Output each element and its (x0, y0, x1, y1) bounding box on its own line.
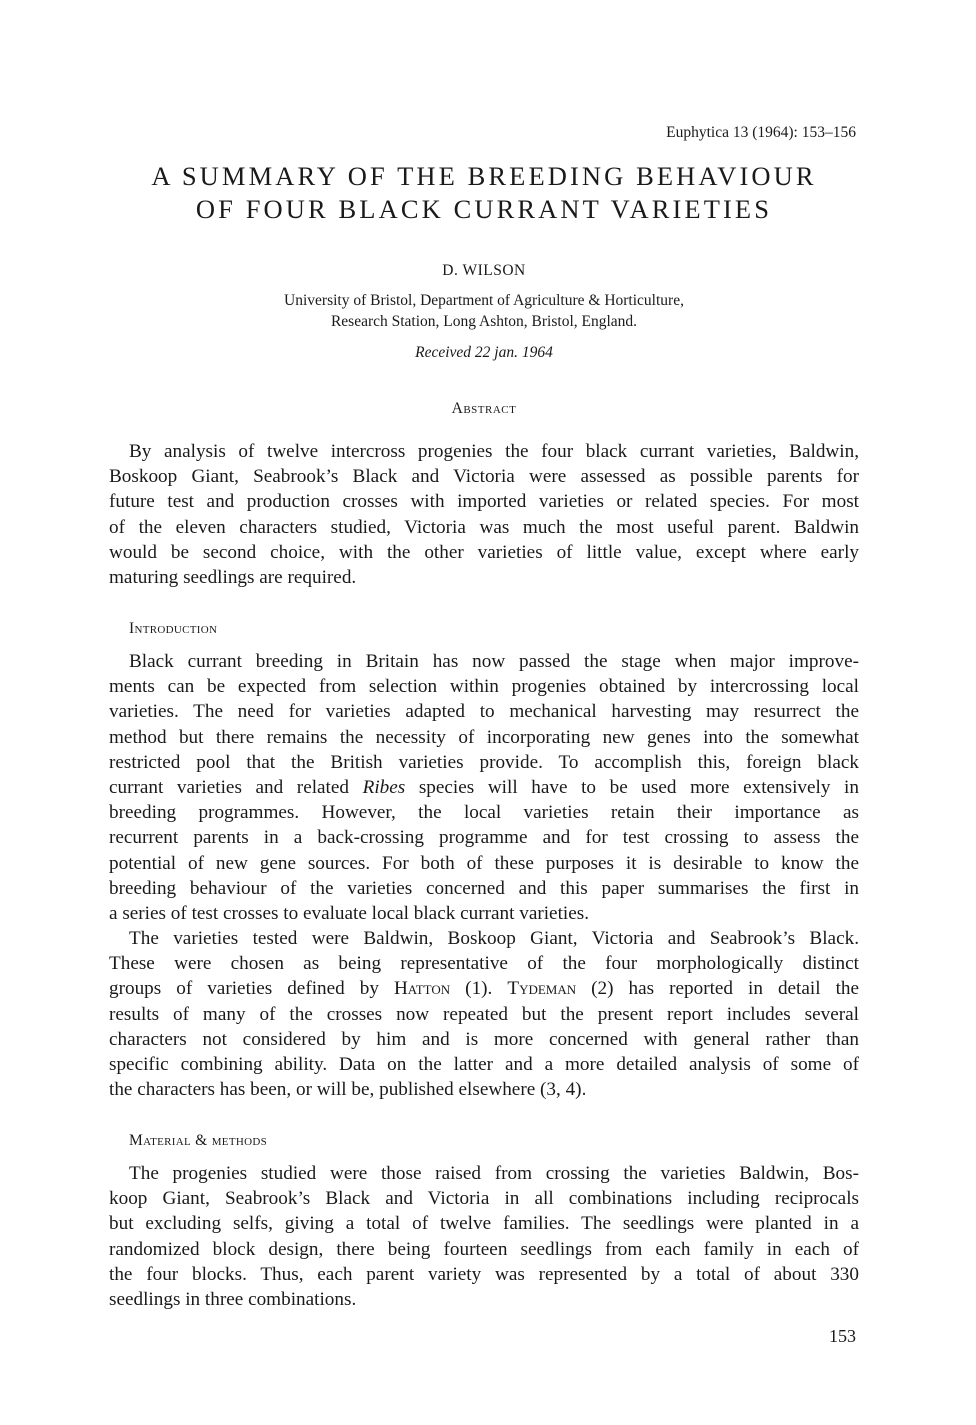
text-line: specific combining ability. Data on the latter and a more detailed analysis of some of (109, 1054, 859, 1076)
text-line: characters not considered by him and is more concerned with general rather than (109, 1028, 859, 1050)
text-line: breeding behaviour of the varieties concerned and this paper summarises the first in (109, 877, 859, 899)
received-date: Received 22 jan. 1964 (415, 344, 553, 361)
text-line: varieties. The need for varieties adapted to mechanical harvesting may resurrect the (109, 701, 859, 723)
text-line: restricted pool that the British varieties provide. To accomplish this, foreign black (109, 751, 859, 773)
affiliation-line: Research Station, Long Ashton, Bristol, England. (330, 313, 638, 330)
author-affiliation (109, 290, 859, 332)
text-run: (2) has reported in detail the (576, 978, 860, 1000)
text-line: The progenies studied were those raised from crossing the varieties Baldwin, Bos- (129, 1163, 859, 1184)
abstract-line: of the eleven characters studied, Victoria was much the most useful parent. Baldwin (109, 516, 859, 538)
text-run: species will have to be used more extensively in (405, 777, 859, 799)
introduction-paragraph-1 (109, 649, 859, 926)
abstract-line: By analysis of twelve intercross progenies the four black currant varieties, Baldwin, (129, 441, 859, 462)
abstract-line: maturing seedlings are required. (109, 567, 357, 589)
introduction-paragraph-2 (109, 926, 859, 1102)
text-line: breeding programmes. However, the local varieties retain their importance as (109, 802, 859, 824)
paper-title (109, 160, 859, 226)
paper-page (109, 0, 859, 1425)
text-line: a series of test crosses to evaluate local black currant varieties. (109, 903, 590, 925)
text-line: randomized block design, there being fourteen seedlings from each family in each of (109, 1238, 859, 1260)
text-line: ments can be expected from selection within progenies obtained by intercrossing local (109, 676, 859, 698)
text-line: method but there remains the necessity of incorporating new genes into the somewhat (109, 726, 859, 748)
abstract-line: would be second choice, with the other varieties of little value, except where early (109, 541, 859, 563)
author-name: D. WILSON (442, 262, 526, 279)
affiliation-line: University of Bristol, Department of Agriculture & Horticulture, (284, 292, 684, 309)
methods-heading: Material & methods (129, 1132, 267, 1149)
text-line: the four blocks. Thus, each parent variety was represented by a total of about 330 (109, 1263, 859, 1285)
text-line: seedlings in three combinations. (109, 1289, 357, 1311)
text-run: groups of varieties defined by (109, 978, 394, 1000)
text-run: currant varieties and related (109, 777, 363, 799)
cited-author: Tydeman (507, 978, 577, 1000)
page-number: 153 (829, 1326, 856, 1346)
text-line: the characters has been, or will be, published elsewhere (3, 4). (109, 1079, 587, 1101)
species-name-italic: Ribes (362, 777, 406, 799)
text-line (109, 775, 859, 800)
text-line: koop Giant, Seabrook’s Black and Victoria in all combinations including reciprocals (109, 1188, 859, 1210)
text-line: These were chosen as being representative of the four morphologically distinct (109, 953, 859, 975)
text-line: but excluding selfs, giving a total of twelve families. The seedlings were planted in a (109, 1213, 859, 1235)
text-run: (1). (450, 978, 508, 1000)
journal-reference: Euphytica 13 (1964): 153–156 (666, 124, 856, 141)
text-line (109, 976, 859, 1001)
cited-author: Hatton (393, 978, 451, 1000)
title-line: A SUMMARY OF THE BREEDING BEHAVIOUR (151, 161, 817, 191)
title-line: OF FOUR BLACK CURRANT VARIETIES (195, 194, 773, 224)
abstract-line: Boskoop Giant, Seabrook’s Black and Victoria were assessed as possible parents for (109, 466, 859, 488)
abstract-heading: Abstract (451, 400, 517, 417)
introduction-heading: Introduction (129, 620, 218, 637)
abstract-text (109, 439, 859, 590)
text-line: The varieties tested were Baldwin, Boskoop Giant, Victoria and Seabrook’s Black. (129, 928, 859, 949)
text-line: potential of new gene sources. For both of these purposes it is desirable to know the (109, 852, 859, 874)
methods-paragraph (109, 1161, 859, 1312)
text-line: Black currant breeding in Britain has now passed the stage when major improve- (129, 651, 859, 672)
text-line: results of many of the crosses now repeated but the present report includes several (109, 1003, 859, 1025)
text-line: recurrent parents in a back-crossing programme and for test crossing to assess the (109, 827, 859, 849)
abstract-line: future test and production crosses with imported varieties or related species. For most (109, 491, 859, 513)
